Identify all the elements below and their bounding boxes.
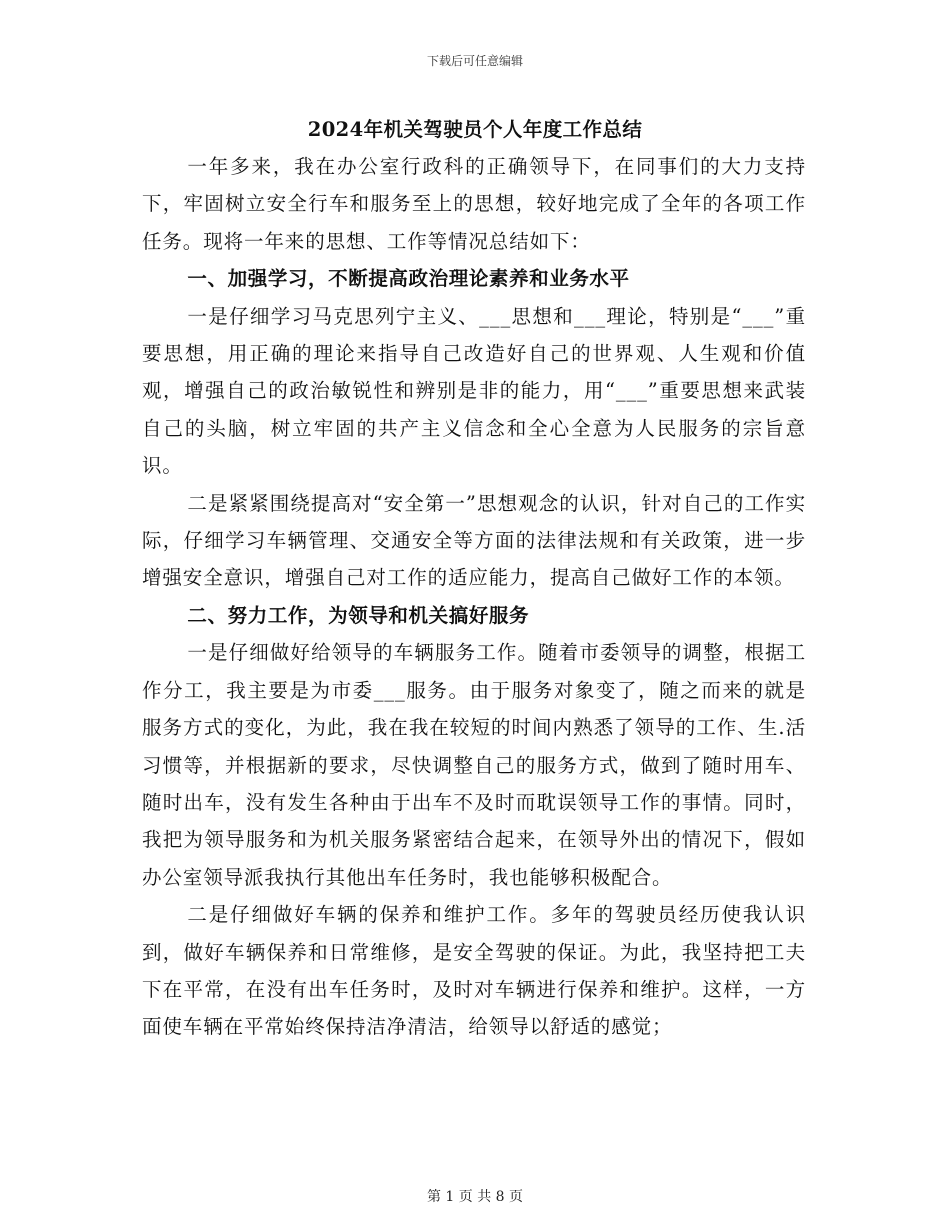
page-header-note: 下载后可任意编辑 — [426, 54, 523, 68]
section-1-heading: 一、加强学习，不断提高政治理论素养和业务水平 — [187, 267, 630, 291]
page-number-footer: 第 1 页 共 8 页 — [426, 1189, 524, 1205]
section-2-paragraph-1: 一是仔细做好给领导的车辆服务工作。随着市委领导的调整，根据工作分工，我主要是为市委___服务。由于服务对象变了，随之而来的就是服务方式的变化，为此，我在我在较短的时间内熟悉了领导的工作、生.活习惯等，并根据新的要求，尽快调整自己的服务方式，做到了随时用车、随时出车，没有发生各种由于出车不及时而耽误领导工作的事情。同时，我把为领导服务和为机关服务紧密结合起来，在领导外出的情况下，假如办公室领导派我执行其他出车任务时，我也能够积极配合。 — [142, 641, 806, 889]
intro-paragraph: 一年多来，我在办公室行政科的正确领导下，在同事们的大力支持下，牢固树立安全行车和服务至上的思想，较好地完成了全年的各项工作任务。现将一年来的思想、工作等情况总结如下： — [142, 155, 806, 253]
section-2-heading: 二、努力工作，为领导和机关搞好服务 — [187, 603, 530, 627]
section-1-paragraph-2: 二是紧紧围绕提高对“安全第一”思想观念的认识，针对自己的工作实际，仔细学习车辆管理、交通安全等方面的法律法规和有关政策，进一步增强安全意识，增强自己对工作的适应能力，提高自己做好工作的本领。 — [142, 491, 806, 590]
document-body — [142, 148, 806, 1046]
section-1-paragraph-1: 一是仔细学习马克思列宁主义、___思想和___理论，特别是“___”重要思想，用正确的理论来指导自己改造好自己的世界观、人生观和价值观，增强自己的政治敏锐性和辨别是非的能力，用“___”重要思想来武装自己的头脑，树立牢固的共产主义信念和全心全意为人民服务的宗旨意识。 — [142, 304, 806, 478]
section-2-paragraph-2: 二是仔细做好车辆的保养和维护工作。多年的驾驶员经历使我认识到，做好车辆保养和日常维修，是安全驾驶的保证。为此，我坚持把工夫下在平常，在没有出车任务时，及时对车辆进行保养和维护。这样，一方面使车辆在平常始终保持洁净清洁，给领导以舒适的感觉； — [142, 903, 806, 1039]
document-title: 2024年机关驾驶员个人年度工作总结 — [307, 118, 643, 141]
